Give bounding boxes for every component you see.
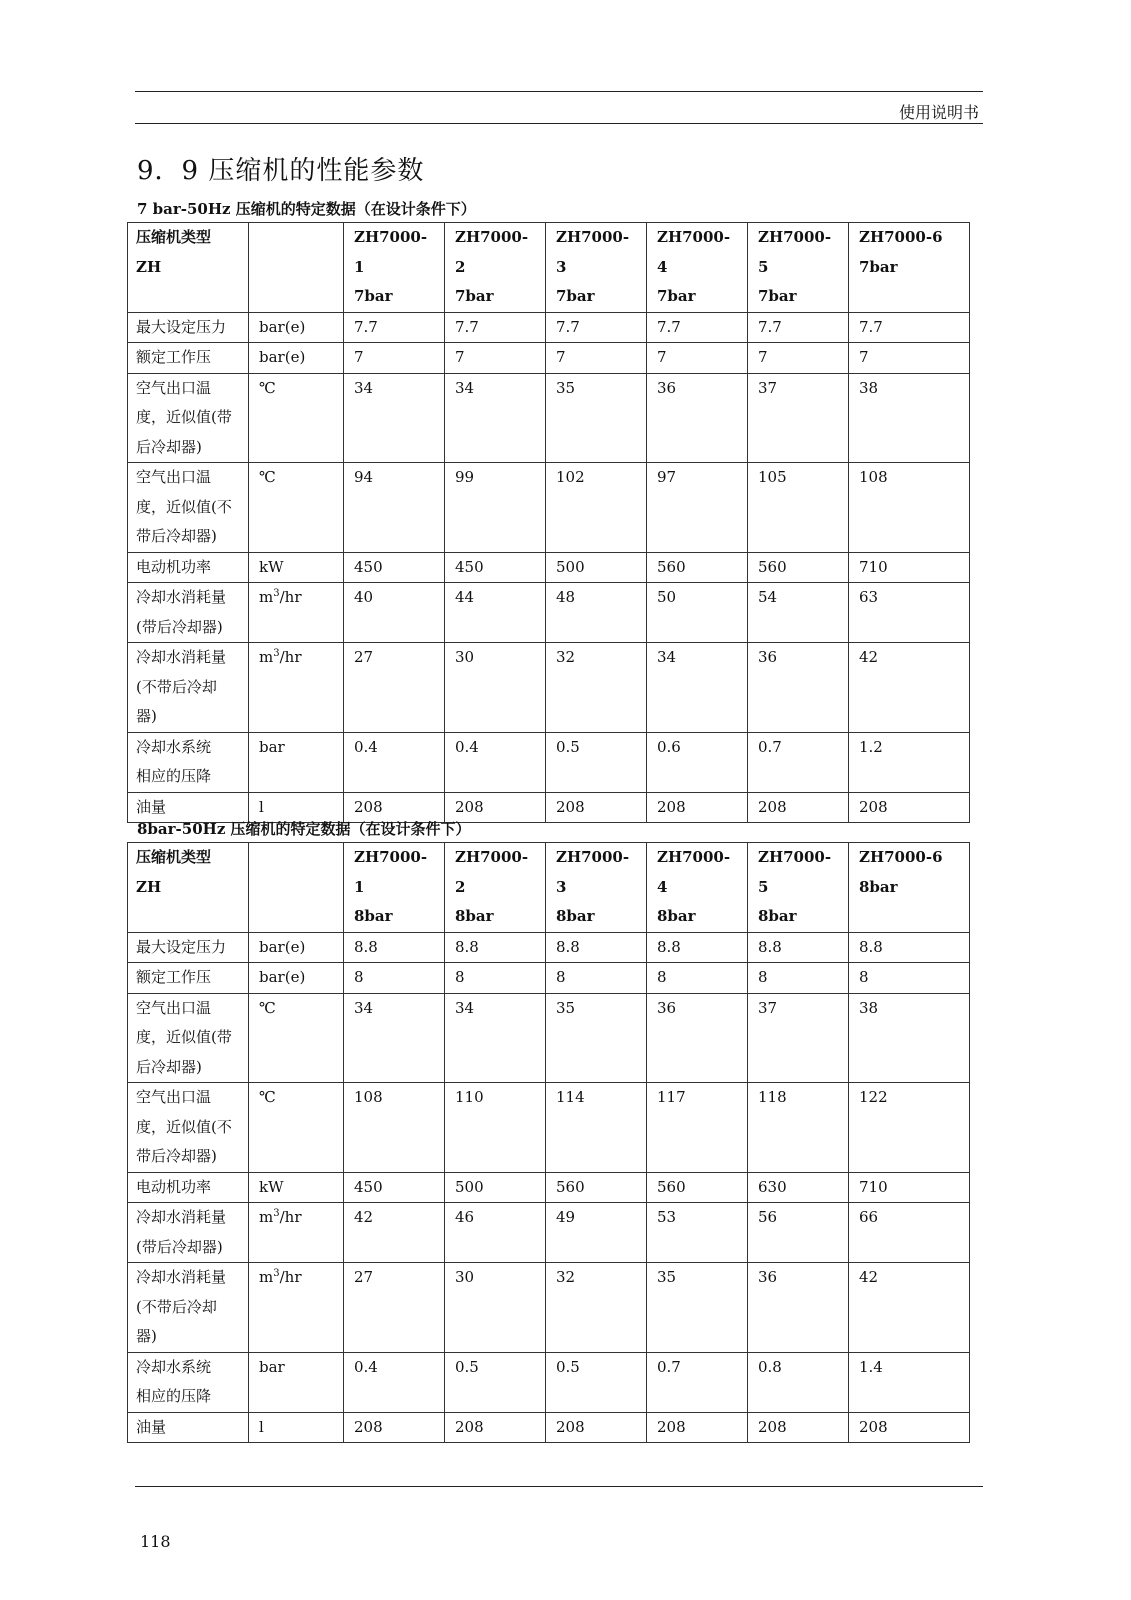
- parameter-cell: [128, 343, 249, 374]
- parameter-cell: [128, 1172, 249, 1203]
- value-cell: 105: [748, 463, 849, 553]
- model-header-line: ZH7000-2: [455, 228, 529, 276]
- value-cell: 118: [748, 1083, 849, 1173]
- table-row: [128, 1172, 970, 1203]
- value-cell: 0.4: [344, 732, 445, 792]
- value-cell: 208: [647, 1412, 748, 1443]
- value-cell: 99: [445, 463, 546, 553]
- table-row: [128, 1263, 970, 1353]
- header-label-line: 压缩机类型: [136, 848, 212, 866]
- parameter-line: 冷却水消耗量: [136, 1268, 227, 1286]
- table-row: [128, 312, 970, 343]
- value-cell: 46: [445, 1203, 546, 1263]
- value-cell: 8: [647, 963, 748, 994]
- parameter-line: 相应的压降: [136, 767, 212, 785]
- value-cell: 7: [748, 343, 849, 374]
- value-cell: 8.8: [748, 932, 849, 963]
- table-row: [128, 1352, 970, 1412]
- unit-cell: bar: [249, 1352, 344, 1412]
- parameter-line: 额定工作压: [136, 968, 212, 986]
- parameter-line: 带后冷却器): [136, 1147, 217, 1165]
- parameter-line: 度，近似值(带: [136, 1028, 232, 1046]
- table-row: [128, 732, 970, 792]
- parameter-line: 度，近似值(不: [136, 497, 232, 516]
- value-cell: 36: [647, 993, 748, 1083]
- parameter-cell: [128, 552, 249, 583]
- unit-cell: $m^3/hr$: [249, 583, 344, 643]
- value-cell: 8.8: [849, 932, 970, 963]
- model-header-line: 8bar: [455, 907, 494, 925]
- parameter-line: (带后冷却器): [136, 1237, 223, 1256]
- table-row: [128, 583, 970, 643]
- value-cell: 8.8: [344, 932, 445, 963]
- value-cell: 7: [546, 343, 647, 374]
- model-header-line: ZH7000-3: [556, 228, 630, 276]
- value-cell: 27: [344, 1263, 445, 1353]
- value-cell: 44: [445, 583, 546, 643]
- section-title: 9．9 压缩机的性能参数: [137, 156, 425, 186]
- value-cell: 7: [647, 343, 748, 374]
- unit-cell: $m^3/hr$: [249, 1203, 344, 1263]
- parameter-cell: [128, 463, 249, 553]
- model-header-line: 8bar: [657, 907, 696, 925]
- model-header-cell: [849, 843, 970, 933]
- value-cell: 34: [344, 993, 445, 1083]
- parameter-line: 后冷却器): [136, 1057, 202, 1076]
- value-cell: 560: [647, 1172, 748, 1203]
- parameter-line: 器): [136, 1327, 157, 1345]
- unit-cell: $m^3/hr$: [249, 1263, 344, 1353]
- value-cell: 0.7: [647, 1352, 748, 1412]
- parameter-cell: [128, 932, 249, 963]
- table-row: [128, 993, 970, 1083]
- table-row: [128, 343, 970, 374]
- value-cell: 8: [849, 963, 970, 994]
- value-cell: 35: [546, 993, 647, 1083]
- value-cell: 7.7: [546, 312, 647, 343]
- model-header-line: 7bar: [859, 257, 898, 276]
- parameter-line: (不带后冷却: [136, 677, 217, 696]
- model-header-cell: [748, 843, 849, 933]
- value-cell: 710: [849, 552, 970, 583]
- header-label-line: ZH: [136, 877, 162, 896]
- unit-cell: ℃: [249, 373, 344, 463]
- parameter-line: 油量: [136, 797, 167, 816]
- value-cell: 208: [849, 792, 970, 823]
- unit-cell: $m^3/hr$: [249, 643, 344, 733]
- compressor-type-label: [128, 223, 249, 313]
- parameter-line: 空气出口温: [136, 468, 212, 486]
- model-header-line: ZH7000-5: [758, 228, 832, 276]
- value-cell: 7.7: [445, 312, 546, 343]
- value-cell: 38: [849, 373, 970, 463]
- table-header-row: [128, 223, 970, 313]
- header-label-line: ZH: [136, 257, 162, 276]
- table-row: [128, 373, 970, 463]
- table-caption-8bar: 8bar-50Hz 压缩机的特定数据（在设计条件下）: [137, 820, 471, 838]
- value-cell: 8: [748, 963, 849, 994]
- model-header-line: 7bar: [556, 287, 595, 305]
- parameter-cell: [128, 643, 249, 733]
- manual-title: 使用说明书: [898, 103, 979, 122]
- value-cell: 97: [647, 463, 748, 553]
- value-cell: 108: [344, 1083, 445, 1173]
- table-caption-7bar: 7 bar-50Hz 压缩机的特定数据（在设计条件下）: [137, 200, 476, 218]
- value-cell: 110: [445, 1083, 546, 1173]
- value-cell: 34: [445, 993, 546, 1083]
- value-cell: 0.5: [546, 732, 647, 792]
- parameter-line: 油量: [136, 1417, 167, 1436]
- parameter-cell: [128, 993, 249, 1083]
- value-cell: 32: [546, 1263, 647, 1353]
- parameter-cell: [128, 1203, 249, 1263]
- table-row: [128, 1203, 970, 1263]
- value-cell: 34: [445, 373, 546, 463]
- parameter-line: 冷却水系统: [136, 737, 212, 756]
- parameter-line: 带后冷却器): [136, 527, 217, 545]
- model-header-line: 7bar: [455, 287, 494, 305]
- unit-cell: bar: [249, 732, 344, 792]
- unit-cell: bar(e): [249, 963, 344, 994]
- value-cell: 8.8: [647, 932, 748, 963]
- value-cell: 208: [546, 792, 647, 823]
- value-cell: 30: [445, 643, 546, 733]
- parameter-line: 电动机功率: [136, 1177, 212, 1196]
- unit-cell: l: [249, 792, 344, 823]
- value-cell: 66: [849, 1203, 970, 1263]
- value-cell: 7.7: [748, 312, 849, 343]
- parameter-line: 相应的压降: [136, 1387, 212, 1405]
- model-header-line: ZH7000-1: [354, 228, 428, 276]
- value-cell: 8: [445, 963, 546, 994]
- header-rule-top: [135, 91, 983, 92]
- value-cell: 7: [445, 343, 546, 374]
- parameter-line: 度，近似值(不: [136, 1117, 232, 1136]
- value-cell: 208: [849, 1412, 970, 1443]
- value-cell: 7.7: [849, 312, 970, 343]
- model-header-line: 8bar: [556, 907, 595, 925]
- model-header-line: ZH7000-6: [859, 848, 943, 866]
- value-cell: 40: [344, 583, 445, 643]
- value-cell: 0.7: [748, 732, 849, 792]
- model-header-line: ZH7000-3: [556, 848, 630, 896]
- value-cell: 8.8: [546, 932, 647, 963]
- model-header-cell: [344, 843, 445, 933]
- model-header-line: ZH7000-6: [859, 228, 943, 246]
- value-cell: 208: [647, 792, 748, 823]
- table-row: [128, 932, 970, 963]
- unit-cell: bar(e): [249, 932, 344, 963]
- parameter-line: 最大设定压力: [136, 937, 227, 956]
- model-header-cell: [445, 843, 546, 933]
- value-cell: 208: [748, 1412, 849, 1443]
- value-cell: 32: [546, 643, 647, 733]
- page-number: 118: [140, 1532, 171, 1551]
- table-header-row: [128, 843, 970, 933]
- value-cell: 450: [344, 1172, 445, 1203]
- value-cell: 38: [849, 993, 970, 1083]
- model-header-cell: [344, 223, 445, 313]
- value-cell: 117: [647, 1083, 748, 1173]
- parameter-cell: [128, 1263, 249, 1353]
- value-cell: 710: [849, 1172, 970, 1203]
- value-cell: 35: [647, 1263, 748, 1353]
- value-cell: 42: [344, 1203, 445, 1263]
- table-row: [128, 463, 970, 553]
- value-cell: 560: [647, 552, 748, 583]
- parameter-line: 空气出口温: [136, 998, 212, 1017]
- value-cell: 42: [849, 643, 970, 733]
- table-row: [128, 963, 970, 994]
- parameter-cell: [128, 732, 249, 792]
- value-cell: 0.8: [748, 1352, 849, 1412]
- model-header-line: ZH7000-5: [758, 848, 832, 896]
- parameter-line: 空气出口温: [136, 378, 212, 397]
- value-cell: 108: [849, 463, 970, 553]
- spec-table-7bar: [127, 222, 970, 823]
- value-cell: 102: [546, 463, 647, 553]
- value-cell: 0.6: [647, 732, 748, 792]
- table-row: [128, 1412, 970, 1443]
- value-cell: 54: [748, 583, 849, 643]
- model-header-line: 8bar: [758, 907, 797, 925]
- value-cell: 8.8: [445, 932, 546, 963]
- value-cell: 0.4: [344, 1352, 445, 1412]
- unit-cell: kW: [249, 1172, 344, 1203]
- unit-header-cell: [249, 843, 344, 933]
- value-cell: 0.5: [445, 1352, 546, 1412]
- unit-cell: kW: [249, 552, 344, 583]
- value-cell: 560: [546, 1172, 647, 1203]
- model-header-line: ZH7000-1: [354, 848, 428, 896]
- value-cell: 208: [344, 1412, 445, 1443]
- value-cell: 208: [445, 792, 546, 823]
- value-cell: 7.7: [344, 312, 445, 343]
- value-cell: 94: [344, 463, 445, 553]
- value-cell: 560: [748, 552, 849, 583]
- parameter-line: 冷却水消耗量: [136, 588, 227, 606]
- parameter-line: (不带后冷却: [136, 1297, 217, 1316]
- header-rule-bottom: [135, 123, 983, 124]
- value-cell: 630: [748, 1172, 849, 1203]
- value-cell: 500: [445, 1172, 546, 1203]
- parameter-line: 额定工作压: [136, 348, 212, 366]
- model-header-cell: [546, 223, 647, 313]
- unit-header-cell: [249, 223, 344, 313]
- value-cell: 37: [748, 993, 849, 1083]
- unit-cell: l: [249, 1412, 344, 1443]
- table-row: [128, 643, 970, 733]
- value-cell: 8: [546, 963, 647, 994]
- value-cell: 450: [344, 552, 445, 583]
- value-cell: 208: [445, 1412, 546, 1443]
- parameter-cell: [128, 312, 249, 343]
- value-cell: 208: [748, 792, 849, 823]
- value-cell: 50: [647, 583, 748, 643]
- model-header-cell: [647, 843, 748, 933]
- unit-cell: bar(e): [249, 312, 344, 343]
- compressor-type-label: [128, 843, 249, 933]
- value-cell: 7: [344, 343, 445, 374]
- value-cell: 48: [546, 583, 647, 643]
- value-cell: 8: [344, 963, 445, 994]
- value-cell: 63: [849, 583, 970, 643]
- value-cell: 35: [546, 373, 647, 463]
- value-cell: 7.7: [647, 312, 748, 343]
- parameter-cell: [128, 963, 249, 994]
- value-cell: 37: [748, 373, 849, 463]
- value-cell: 30: [445, 1263, 546, 1353]
- model-header-line: ZH7000-4: [657, 848, 731, 896]
- value-cell: 1.4: [849, 1352, 970, 1412]
- value-cell: 34: [647, 643, 748, 733]
- parameter-cell: [128, 373, 249, 463]
- header-label-line: 压缩机类型: [136, 228, 212, 246]
- spec-table-8bar: [127, 842, 970, 1443]
- value-cell: 7: [849, 343, 970, 374]
- parameter-cell: [128, 1352, 249, 1412]
- parameter-cell: [128, 1083, 249, 1173]
- value-cell: 36: [647, 373, 748, 463]
- value-cell: 42: [849, 1263, 970, 1353]
- parameter-line: (带后冷却器): [136, 617, 223, 636]
- model-header-line: ZH7000-4: [657, 228, 731, 276]
- value-cell: 114: [546, 1083, 647, 1173]
- value-cell: 49: [546, 1203, 647, 1263]
- parameter-line: 空气出口温: [136, 1088, 212, 1106]
- unit-cell: ℃: [249, 1083, 344, 1173]
- value-cell: 27: [344, 643, 445, 733]
- value-cell: 0.5: [546, 1352, 647, 1412]
- model-header-cell: [849, 223, 970, 313]
- value-cell: 0.4: [445, 732, 546, 792]
- unit-cell: bar(e): [249, 343, 344, 374]
- parameter-line: 冷却水消耗量: [136, 1208, 227, 1226]
- model-header-cell: [647, 223, 748, 313]
- footer-rule: [135, 1486, 983, 1487]
- parameter-line: 器): [136, 707, 157, 725]
- model-header-cell: [546, 843, 647, 933]
- table-row: [128, 552, 970, 583]
- value-cell: 500: [546, 552, 647, 583]
- parameter-line: 度，近似值(带: [136, 408, 232, 426]
- value-cell: 36: [748, 1263, 849, 1353]
- model-header-cell: [445, 223, 546, 313]
- model-header-line: 8bar: [354, 907, 393, 925]
- model-header-line: ZH7000-2: [455, 848, 529, 896]
- model-header-line: 7bar: [354, 287, 393, 305]
- value-cell: 56: [748, 1203, 849, 1263]
- value-cell: 208: [344, 792, 445, 823]
- parameter-cell: [128, 1412, 249, 1443]
- model-header-line: 7bar: [657, 287, 696, 305]
- parameter-line: 冷却水系统: [136, 1357, 212, 1376]
- model-header-cell: [748, 223, 849, 313]
- table-row: [128, 1083, 970, 1173]
- parameter-line: 最大设定压力: [136, 317, 227, 336]
- parameter-line: 后冷却器): [136, 437, 202, 456]
- value-cell: 208: [546, 1412, 647, 1443]
- model-header-line: 8bar: [859, 877, 898, 896]
- model-header-line: 7bar: [758, 287, 797, 305]
- value-cell: 36: [748, 643, 849, 733]
- value-cell: 53: [647, 1203, 748, 1263]
- value-cell: 450: [445, 552, 546, 583]
- value-cell: 122: [849, 1083, 970, 1173]
- parameter-line: 冷却水消耗量: [136, 648, 227, 666]
- unit-cell: ℃: [249, 993, 344, 1083]
- parameter-cell: [128, 583, 249, 643]
- unit-cell: ℃: [249, 463, 344, 553]
- value-cell: 34: [344, 373, 445, 463]
- parameter-line: 电动机功率: [136, 557, 212, 576]
- value-cell: 1.2: [849, 732, 970, 792]
